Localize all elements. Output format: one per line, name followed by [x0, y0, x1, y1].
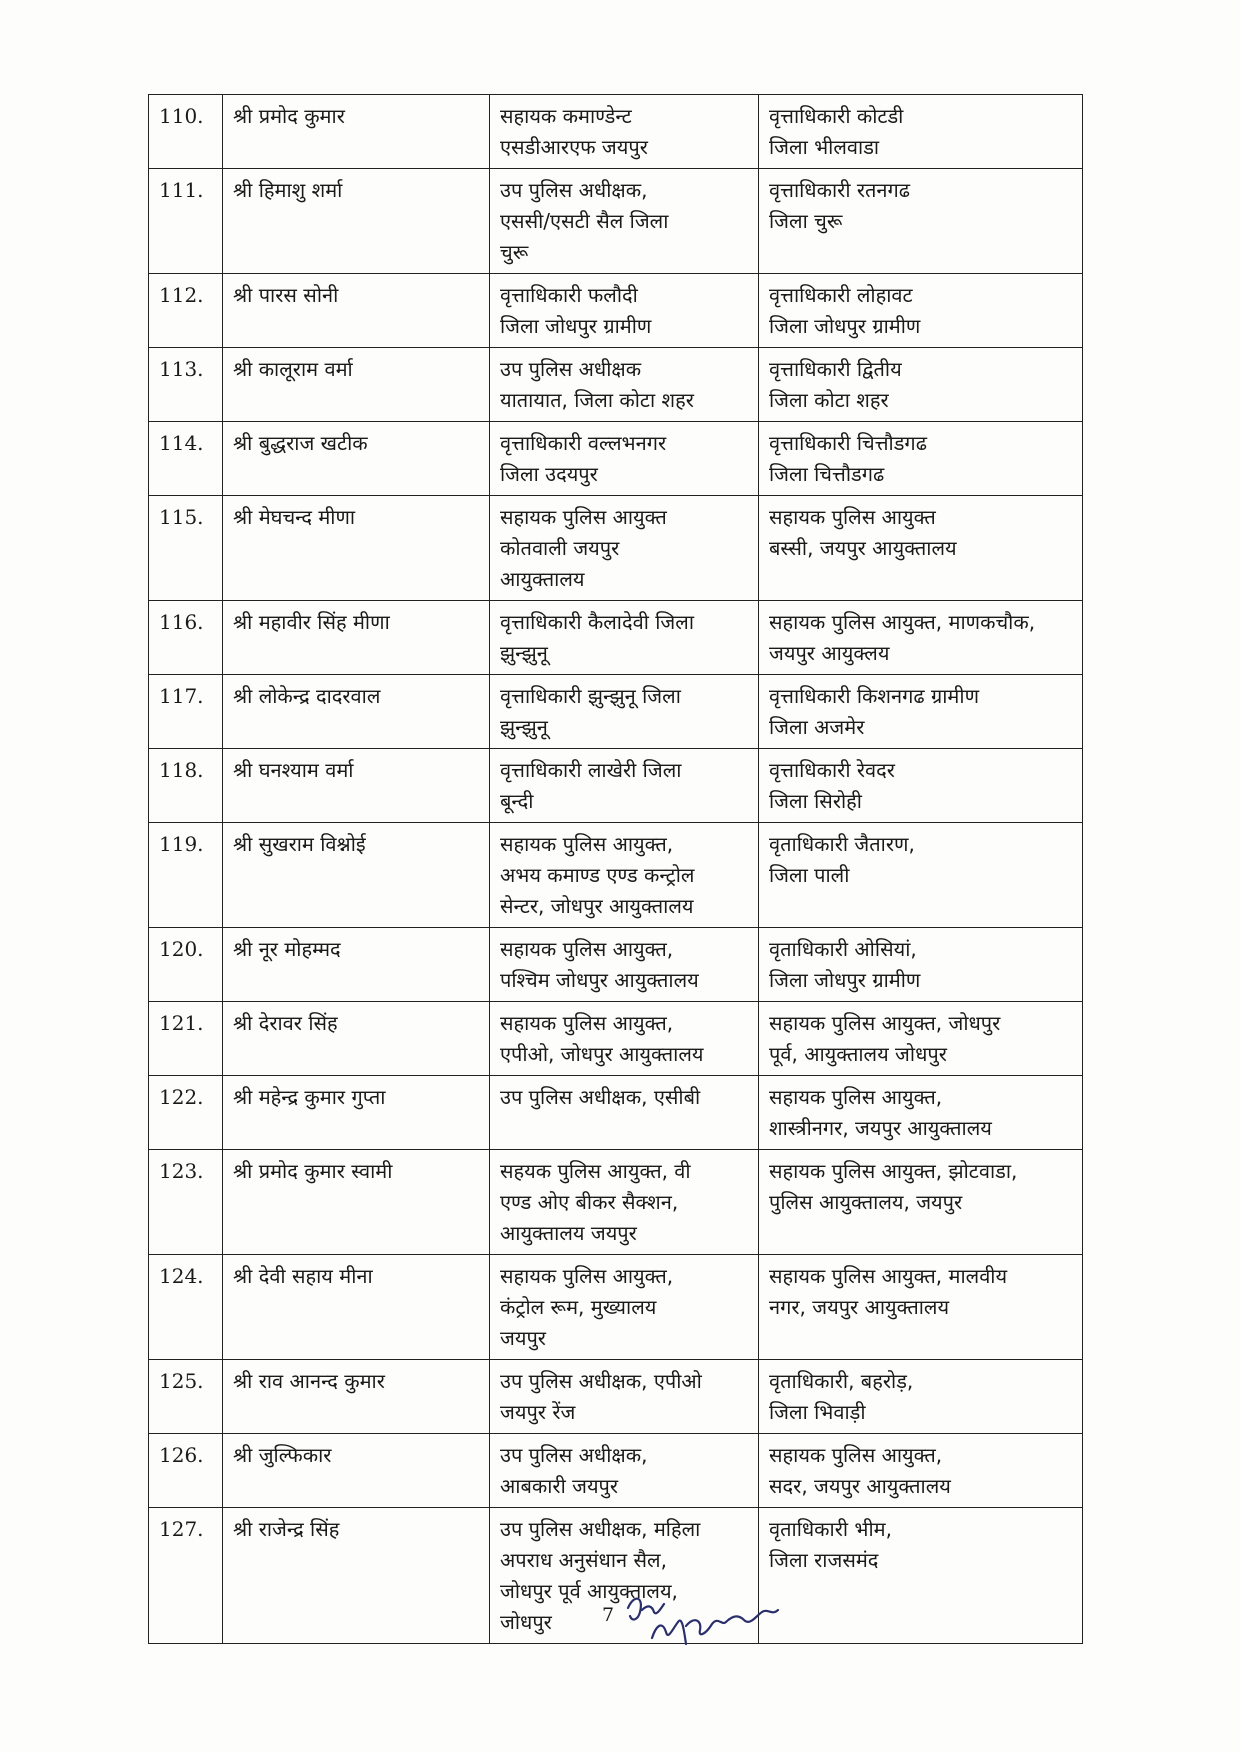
current-posting: वृत्ताधिकारी कैलादेवी जिला झुन्झुनू — [490, 601, 759, 675]
officer-name: श्री राजेन्द्र सिंह — [223, 1508, 490, 1644]
table-row — [149, 1434, 1083, 1508]
new-posting: सहायक पुलिस आयुक्त, माणकचौक, जयपुर आयुक्लय — [759, 601, 1083, 675]
table-row — [149, 95, 1083, 169]
handwritten-signature — [622, 1586, 792, 1656]
serial-number: 118. — [149, 749, 223, 823]
serial-number: 123. — [149, 1150, 223, 1255]
table-row — [149, 823, 1083, 928]
new-posting: वृत्ताधिकारी कोटडी जिला भीलवाडा — [759, 95, 1083, 169]
transfer-table-body — [149, 95, 1083, 1644]
new-posting: वृत्ताधिकारी किशनगढ ग्रामीण जिला अजमेर — [759, 675, 1083, 749]
serial-number: 120. — [149, 928, 223, 1002]
serial-number: 114. — [149, 422, 223, 496]
serial-number: 117. — [149, 675, 223, 749]
officer-name: श्री कालूराम वर्मा — [223, 348, 490, 422]
current-posting: उप पुलिस अधीक्षक, एपीओ जयपुर रेंज — [490, 1360, 759, 1434]
current-posting: सहायक पुलिस आयुक्त, अभय कमाण्ड एण्ड कन्ट्रोल सेन्टर, जोधपुर आयुक्तालय — [490, 823, 759, 928]
table-row — [149, 1150, 1083, 1255]
new-posting: सहायक पुलिस आयुक्त, सदर, जयपुर आयुक्तालय — [759, 1434, 1083, 1508]
new-posting: वृताधिकारी भीम, जिला राजसमंद — [759, 1508, 1083, 1644]
officer-name: श्री सुखराम विश्नोई — [223, 823, 490, 928]
new-posting: सहायक पुलिस आयुक्त, मालवीय नगर, जयपुर आयुक्तालय — [759, 1255, 1083, 1360]
current-posting: वृत्ताधिकारी लाखेरी जिला बून्दी — [490, 749, 759, 823]
serial-number: 116. — [149, 601, 223, 675]
new-posting: सहायक पुलिस आयुक्त, शास्त्रीनगर, जयपुर आयुक्तालय — [759, 1076, 1083, 1150]
new-posting: सहायक पुलिस आयुक्त, जोधपुर पूर्व, आयुक्तालय जोधपुर — [759, 1002, 1083, 1076]
current-posting: वृत्ताधिकारी फलौदी जिला जोधपुर ग्रामीण — [490, 274, 759, 348]
current-posting: उप पुलिस अधीक्षक, एसीबी — [490, 1076, 759, 1150]
serial-number: 124. — [149, 1255, 223, 1360]
current-posting: उप पुलिस अधीक्षक, आबकारी जयपुर — [490, 1434, 759, 1508]
current-posting: सहायक पुलिस आयुक्त, कंट्रोल रूम, मुख्यालय जयपुर — [490, 1255, 759, 1360]
table-row — [149, 496, 1083, 601]
officer-name: श्री देरावर सिंह — [223, 1002, 490, 1076]
table-row — [149, 169, 1083, 274]
new-posting: वृताधिकारी जैतारण, जिला पाली — [759, 823, 1083, 928]
table-row — [149, 675, 1083, 749]
serial-number: 121. — [149, 1002, 223, 1076]
serial-number: 122. — [149, 1076, 223, 1150]
table-row — [149, 274, 1083, 348]
serial-number: 115. — [149, 496, 223, 601]
serial-number: 127. — [149, 1508, 223, 1644]
serial-number: 125. — [149, 1360, 223, 1434]
new-posting: सहायक पुलिस आयुक्त, झोटवाडा, पुलिस आयुक्तालय, जयपुर — [759, 1150, 1083, 1255]
officer-name: श्री महावीर सिंह मीणा — [223, 601, 490, 675]
serial-number: 126. — [149, 1434, 223, 1508]
new-posting: सहायक पुलिस आयुक्त बस्सी, जयपुर आयुक्तालय — [759, 496, 1083, 601]
officer-name: श्री प्रमोद कुमार स्वामी — [223, 1150, 490, 1255]
new-posting: वृत्ताधिकारी रतनगढ जिला चुरू — [759, 169, 1083, 274]
serial-number: 113. — [149, 348, 223, 422]
table-row — [149, 348, 1083, 422]
current-posting: सहायक पुलिस आयुक्त, पश्चिम जोधपुर आयुक्तालय — [490, 928, 759, 1002]
officer-name: श्री लोकेन्द्र दादरवाल — [223, 675, 490, 749]
table-row — [149, 1002, 1083, 1076]
table-row — [149, 1076, 1083, 1150]
table-row — [149, 1360, 1083, 1434]
table-row — [149, 601, 1083, 675]
current-posting: सहयक पुलिस आयुक्त, वी एण्ड ओए बीकर सैक्शन, आयुक्तालय जयपुर — [490, 1150, 759, 1255]
new-posting: वृताधिकारी, बहरोड़, जिला भिवाड़ी — [759, 1360, 1083, 1434]
officer-name: श्री देवी सहाय मीना — [223, 1255, 490, 1360]
officer-name: श्री जुल्फिकार — [223, 1434, 490, 1508]
new-posting: वृत्ताधिकारी लोहावट जिला जोधपुर ग्रामीण — [759, 274, 1083, 348]
new-posting: वृताधिकारी ओसियां, जिला जोधपुर ग्रामीण — [759, 928, 1083, 1002]
officer-name: श्री प्रमोद कुमार — [223, 95, 490, 169]
current-posting: उप पुलिस अधीक्षक, महिला अपराध अनुसंधान सैल, जोधपुर पूर्व आयुक्तालय, जोधपुर — [490, 1508, 759, 1644]
current-posting: वृत्ताधिकारी झुन्झुनू जिला झुन्झुनू — [490, 675, 759, 749]
new-posting: वृत्ताधिकारी चित्तौडगढ जिला चित्तौडगढ — [759, 422, 1083, 496]
page-number: 7 — [602, 1604, 615, 1626]
table-row — [149, 928, 1083, 1002]
officer-name: श्री नूर मोहम्मद — [223, 928, 490, 1002]
current-posting: उप पुलिस अधीक्षक, एससी/एसटी सैल जिला चुरू — [490, 169, 759, 274]
officer-name: श्री बुद्धराज खटीक — [223, 422, 490, 496]
current-posting: सहायक पुलिस आयुक्त, एपीओ, जोधपुर आयुक्तालय — [490, 1002, 759, 1076]
officer-name: श्री हिमाशु शर्मा — [223, 169, 490, 274]
current-posting: सहायक कमाण्डेन्ट एसडीआरएफ जयपुर — [490, 95, 759, 169]
current-posting: सहायक पुलिस आयुक्त कोतवाली जयपुर आयुक्तालय — [490, 496, 759, 601]
transfer-table — [148, 94, 1083, 1644]
officer-name: श्री घनश्याम वर्मा — [223, 749, 490, 823]
serial-number: 111. — [149, 169, 223, 274]
new-posting: वृत्ताधिकारी द्वितीय जिला कोटा शहर — [759, 348, 1083, 422]
officer-name: श्री राव आनन्द कुमार — [223, 1360, 490, 1434]
officer-name: श्री महेन्द्र कुमार गुप्ता — [223, 1076, 490, 1150]
serial-number: 110. — [149, 95, 223, 169]
officer-name: श्री पारस सोनी — [223, 274, 490, 348]
table-row — [149, 1255, 1083, 1360]
new-posting: वृत्ताधिकारी रेवदर जिला सिरोही — [759, 749, 1083, 823]
table-row — [149, 749, 1083, 823]
current-posting: उप पुलिस अधीक्षक यातायात, जिला कोटा शहर — [490, 348, 759, 422]
serial-number: 112. — [149, 274, 223, 348]
table-row — [149, 422, 1083, 496]
table-row — [149, 1508, 1083, 1644]
current-posting: वृत्ताधिकारी वल्लभनगर जिला उदयपुर — [490, 422, 759, 496]
serial-number: 119. — [149, 823, 223, 928]
officer-name: श्री मेघचन्द मीणा — [223, 496, 490, 601]
